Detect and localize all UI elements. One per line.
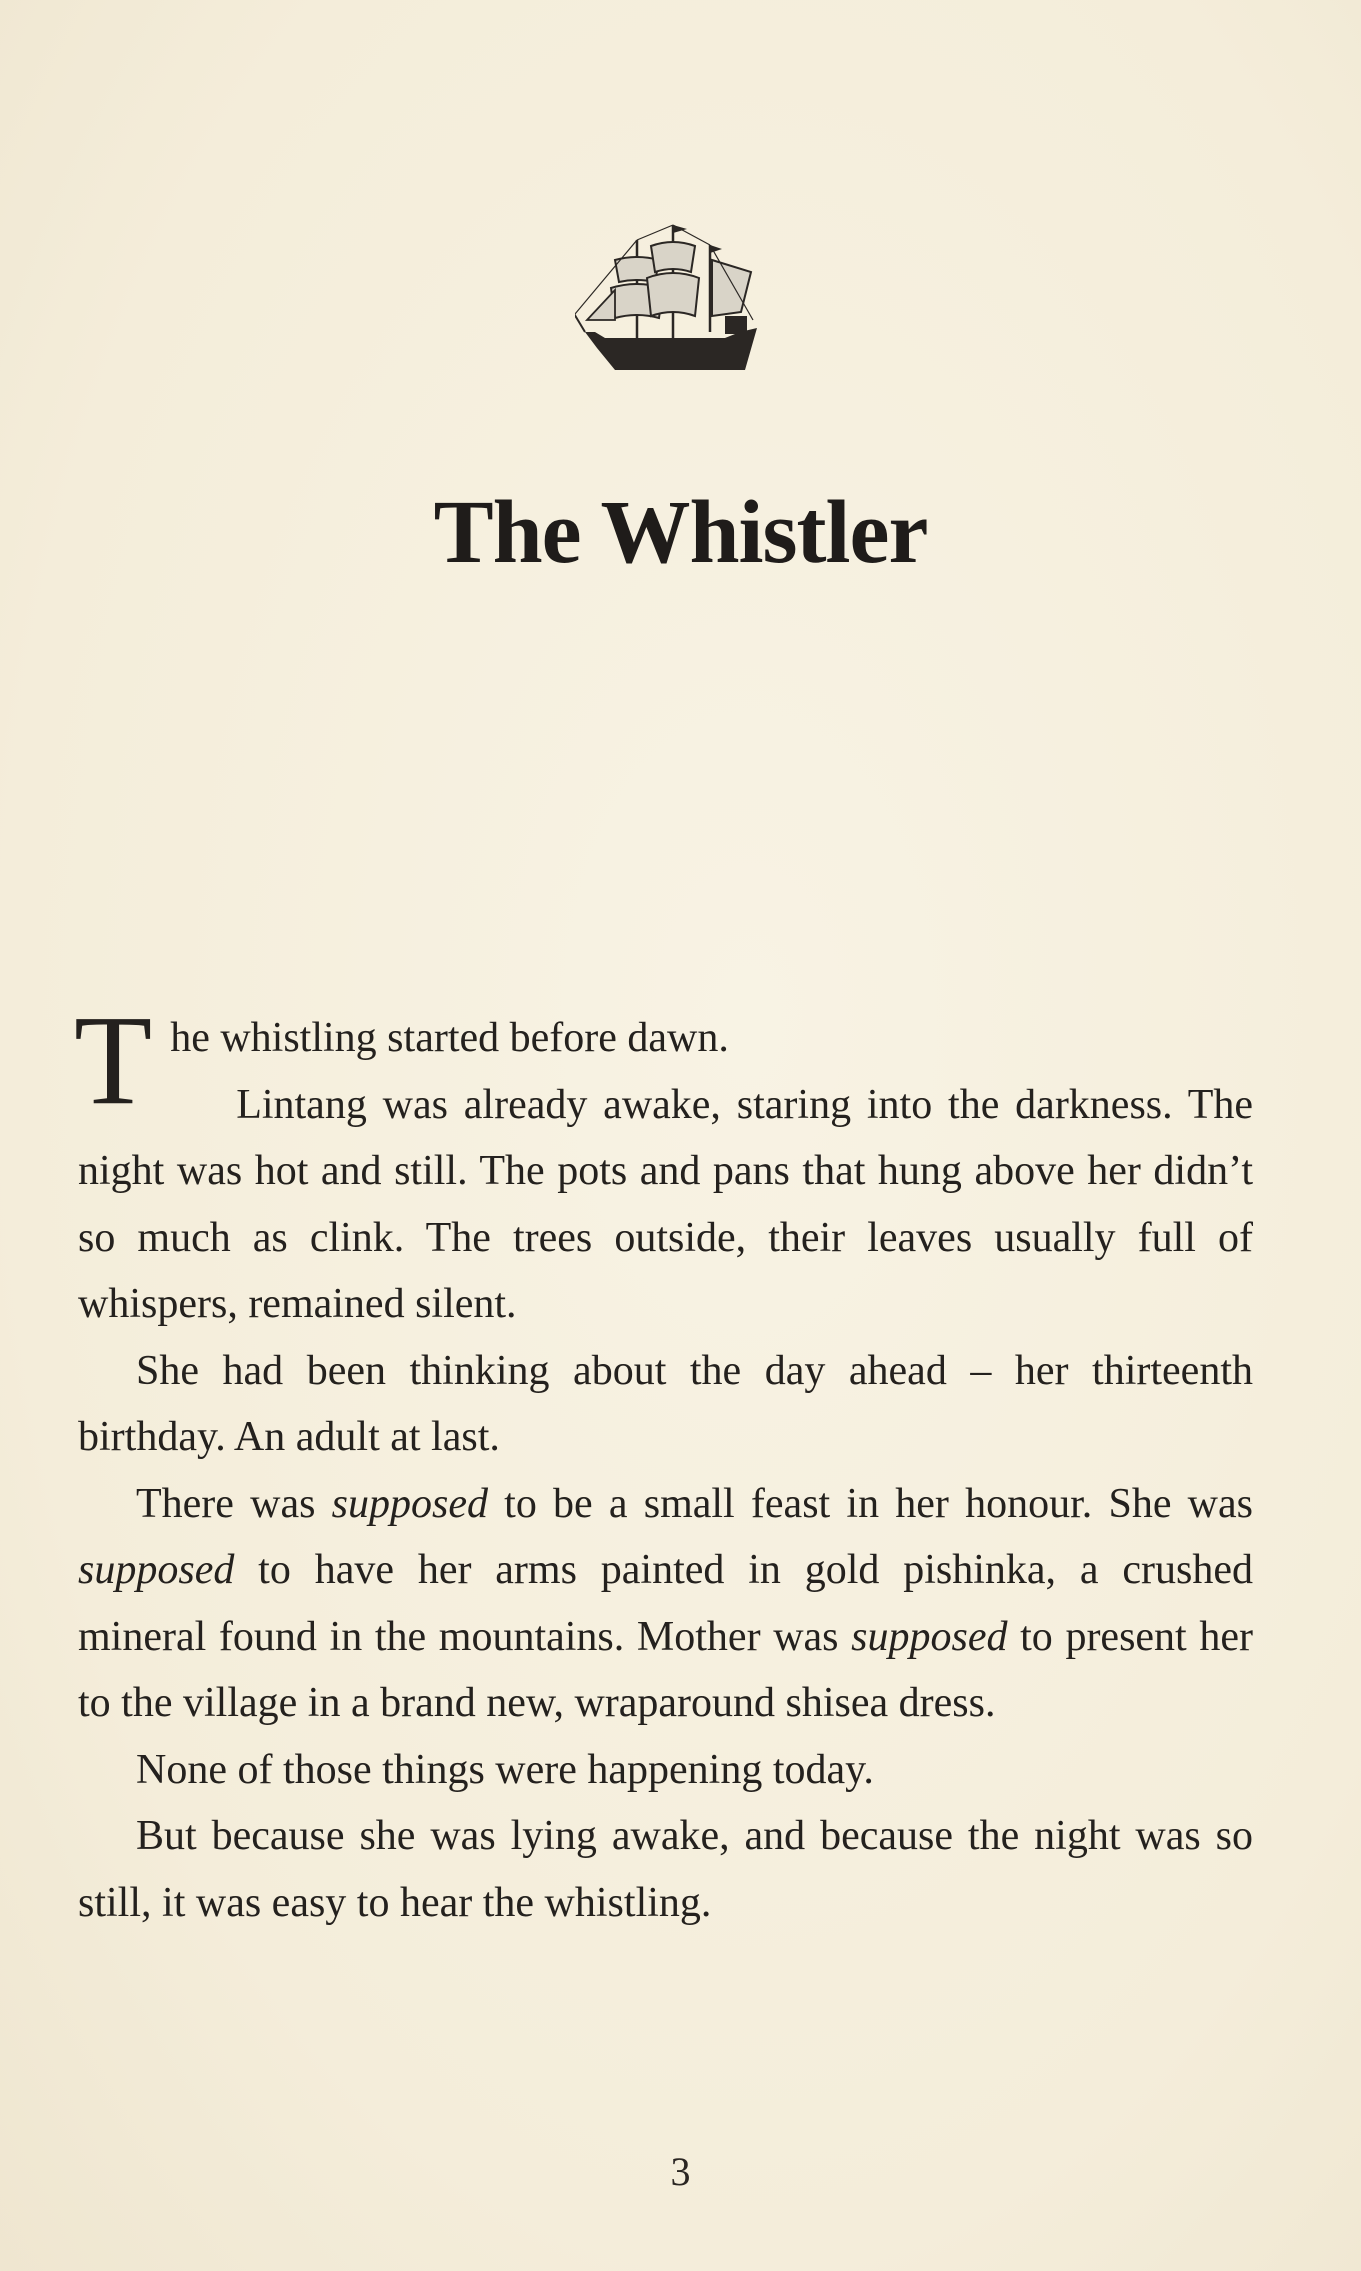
paragraph-4-text-b: to be a small feast in her honour. She was	[487, 1480, 1253, 1527]
paragraph-3: She had been thinking about the day ahead – her thirteenth birthday. An adult at last.	[78, 1347, 1253, 1460]
emphasis-supposed-2: supposed	[78, 1547, 235, 1593]
drop-cap: T	[74, 989, 153, 1131]
paragraph-2	[78, 1072, 1253, 1338]
paragraph-1	[74, 989, 1253, 1131]
ship-icon	[575, 220, 765, 385]
paragraph-6: But because she was lying awake, and because the night was so still, it was easy to hear the whistling.	[78, 1813, 1253, 1926]
emphasis-supposed-3: supposed	[851, 1613, 1008, 1660]
paragraph-4-text-c: to have her arms painted in gold pishinka, a crushed mineral found in the mountains. Mother was	[78, 1547, 1253, 1660]
show-through-texture	[75, 120, 1290, 188]
paragraph-2-text: Lintang was already awake, staring into the darkness. The night was hot and still. The pots and pans that hung above her didn’t so much as clink. The trees outside, their leaves usually full of whispers, remained silent.	[78, 1081, 1253, 1327]
chapter-body	[74, 989, 1253, 1936]
paragraph-5: None of those things were happening today.	[136, 1746, 874, 1793]
paragraph-4-text-a: There was	[136, 1480, 332, 1527]
paragraph-4	[78, 1471, 1253, 1737]
page-number: 3	[670, 2149, 691, 2194]
chapter-title: The Whistler	[433, 483, 928, 582]
paragraph-1-text: he whistling started before dawn.	[170, 1015, 729, 1061]
paragraph-4-text-d: to present her to the village in a brand new, wraparound shisea dress.	[78, 1613, 1253, 1726]
emphasis-supposed-1: supposed	[331, 1480, 488, 1527]
